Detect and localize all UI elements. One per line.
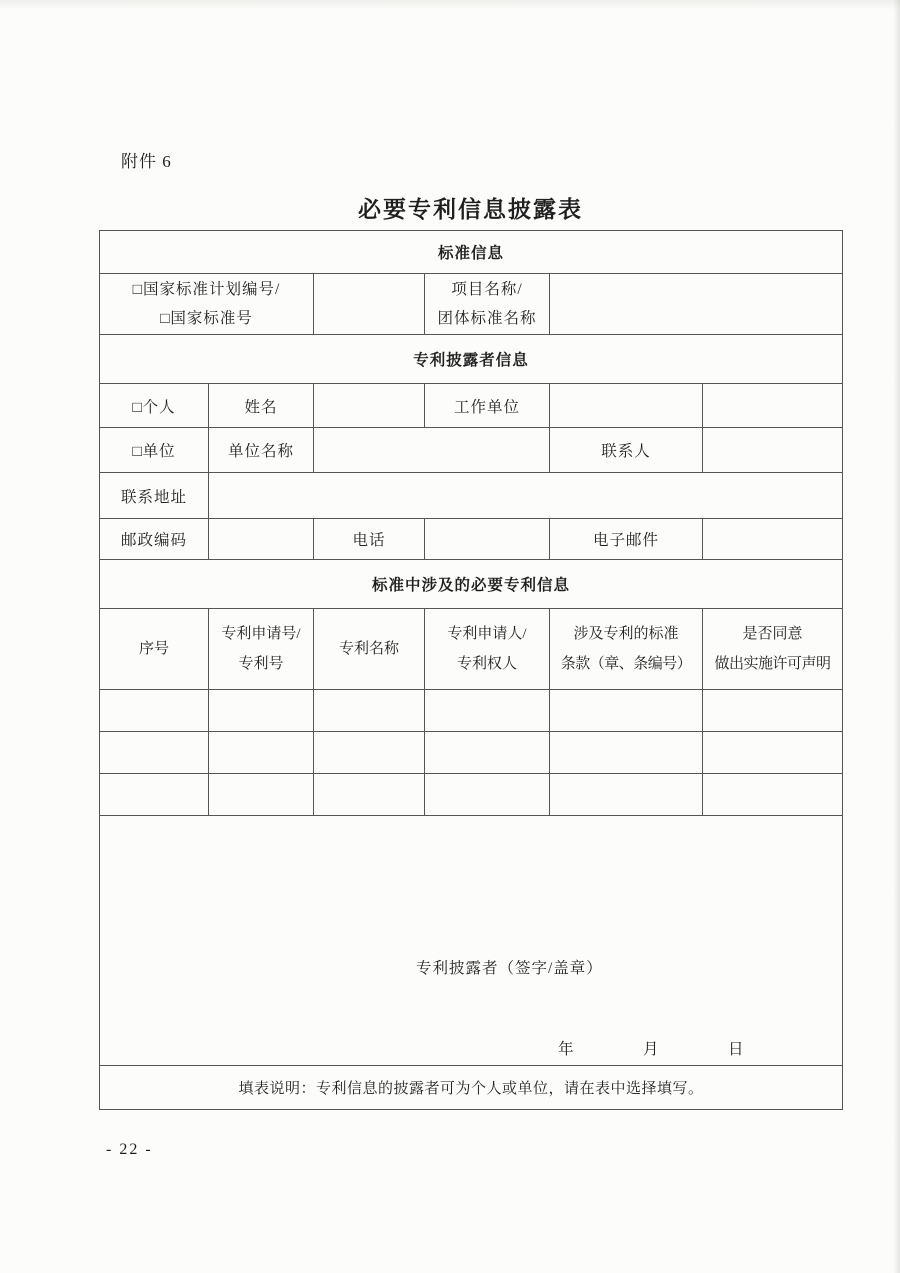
standard-number-label-line2: □国家标准号 (160, 310, 253, 327)
section-header-standard-info: 标准信息 (100, 231, 843, 274)
project-name-value-cell (550, 274, 843, 335)
work-unit-value-cell (550, 384, 703, 428)
empty-cell (100, 774, 209, 816)
empty-cell (550, 690, 703, 732)
empty-cell (703, 732, 843, 774)
column-header-standard-clause-line2: 条款（章、条编号） (560, 656, 692, 672)
scan-artifact-right (893, 0, 900, 1273)
disclosure-form-table (99, 230, 843, 1110)
empty-cell (703, 690, 843, 732)
section-header-discloser-info: 专利披露者信息 (100, 335, 843, 384)
column-header-application-number-line2: 专利号 (238, 656, 284, 672)
empty-cell (425, 774, 550, 816)
column-header-applicant (425, 609, 550, 690)
empty-cell (425, 690, 550, 732)
form-title: 必要专利信息披露表 (358, 197, 583, 222)
phone-label: 电话 (314, 519, 425, 560)
column-header-patent-name (314, 609, 425, 690)
empty-cell (550, 774, 703, 816)
unit-name-value-cell (314, 428, 550, 473)
section-header-patent-info: 标准中涉及的必要专利信息 (100, 560, 843, 609)
column-header-application-number (209, 609, 314, 690)
column-header-application-number-line1: 专利申请号/ (221, 626, 301, 642)
empty-cell (703, 774, 843, 816)
name-label: 姓名 (209, 384, 314, 428)
empty-cell (100, 690, 209, 732)
project-name-label-line1: 项目名称/ (451, 281, 523, 298)
column-header-patent-name-text: 专利名称 (338, 641, 399, 657)
phone-value-cell (425, 519, 550, 560)
standard-number-label (100, 274, 314, 335)
empty-cell (314, 690, 425, 732)
empty-cell (209, 774, 314, 816)
column-header-license-consent-line2: 做出实施许可声明 (714, 656, 831, 672)
empty-cell (209, 732, 314, 774)
day-label: 日 (728, 1041, 744, 1058)
column-header-license-consent-line1: 是否同意 (742, 626, 803, 642)
work-unit-extra-cell (703, 384, 843, 428)
signature-area-cell (100, 816, 843, 1066)
year-label: 年 (558, 1041, 574, 1058)
scan-artifact-top (0, 0, 900, 10)
email-value-cell (703, 519, 843, 560)
empty-cell (550, 732, 703, 774)
project-name-label (425, 274, 550, 335)
column-header-applicant-line2: 专利权人 (456, 656, 517, 672)
date-line (100, 1037, 842, 1059)
contact-person-label: 联系人 (550, 428, 703, 473)
patent-table-row (100, 774, 843, 816)
column-header-license-consent (703, 609, 843, 690)
contact-person-value-cell (703, 428, 843, 473)
email-label: 电子邮件 (550, 519, 703, 560)
postcode-label: 邮政编码 (100, 519, 209, 560)
form-filling-note: 填表说明：专利信息的披露者可为个人或单位，请在表中选择填写。 (100, 1066, 843, 1110)
project-name-label-line2: 团体标准名称 (437, 310, 537, 327)
attachment-label: 附件 6 (121, 152, 172, 171)
empty-cell (100, 732, 209, 774)
column-header-serial (100, 609, 209, 690)
column-header-standard-clause-line1: 涉及专利的标准 (573, 626, 679, 642)
patent-table-row (100, 732, 843, 774)
postcode-value-cell (209, 519, 314, 560)
column-header-standard-clause (550, 609, 703, 690)
name-value-cell (314, 384, 425, 428)
discloser-signature-label: 专利披露者（签字/盖章） (416, 960, 603, 977)
empty-cell (209, 690, 314, 732)
address-label: 联系地址 (100, 473, 209, 519)
month-label: 月 (643, 1041, 659, 1058)
column-header-serial-text: 序号 (138, 641, 169, 657)
address-value-cell (209, 473, 843, 519)
patent-table-row (100, 690, 843, 732)
page-number: - 22 - (106, 1141, 153, 1158)
work-unit-label: 工作单位 (425, 384, 550, 428)
individual-checkbox-label: □个人 (100, 384, 209, 428)
unit-name-label: 单位名称 (209, 428, 314, 473)
standard-number-label-line1: □国家标准计划编号/ (132, 281, 281, 298)
empty-cell (314, 774, 425, 816)
column-header-applicant-line1: 专利申请人/ (447, 626, 527, 642)
unit-checkbox-label: □单位 (100, 428, 209, 473)
standard-number-value-cell (314, 274, 425, 335)
empty-cell (314, 732, 425, 774)
empty-cell (425, 732, 550, 774)
